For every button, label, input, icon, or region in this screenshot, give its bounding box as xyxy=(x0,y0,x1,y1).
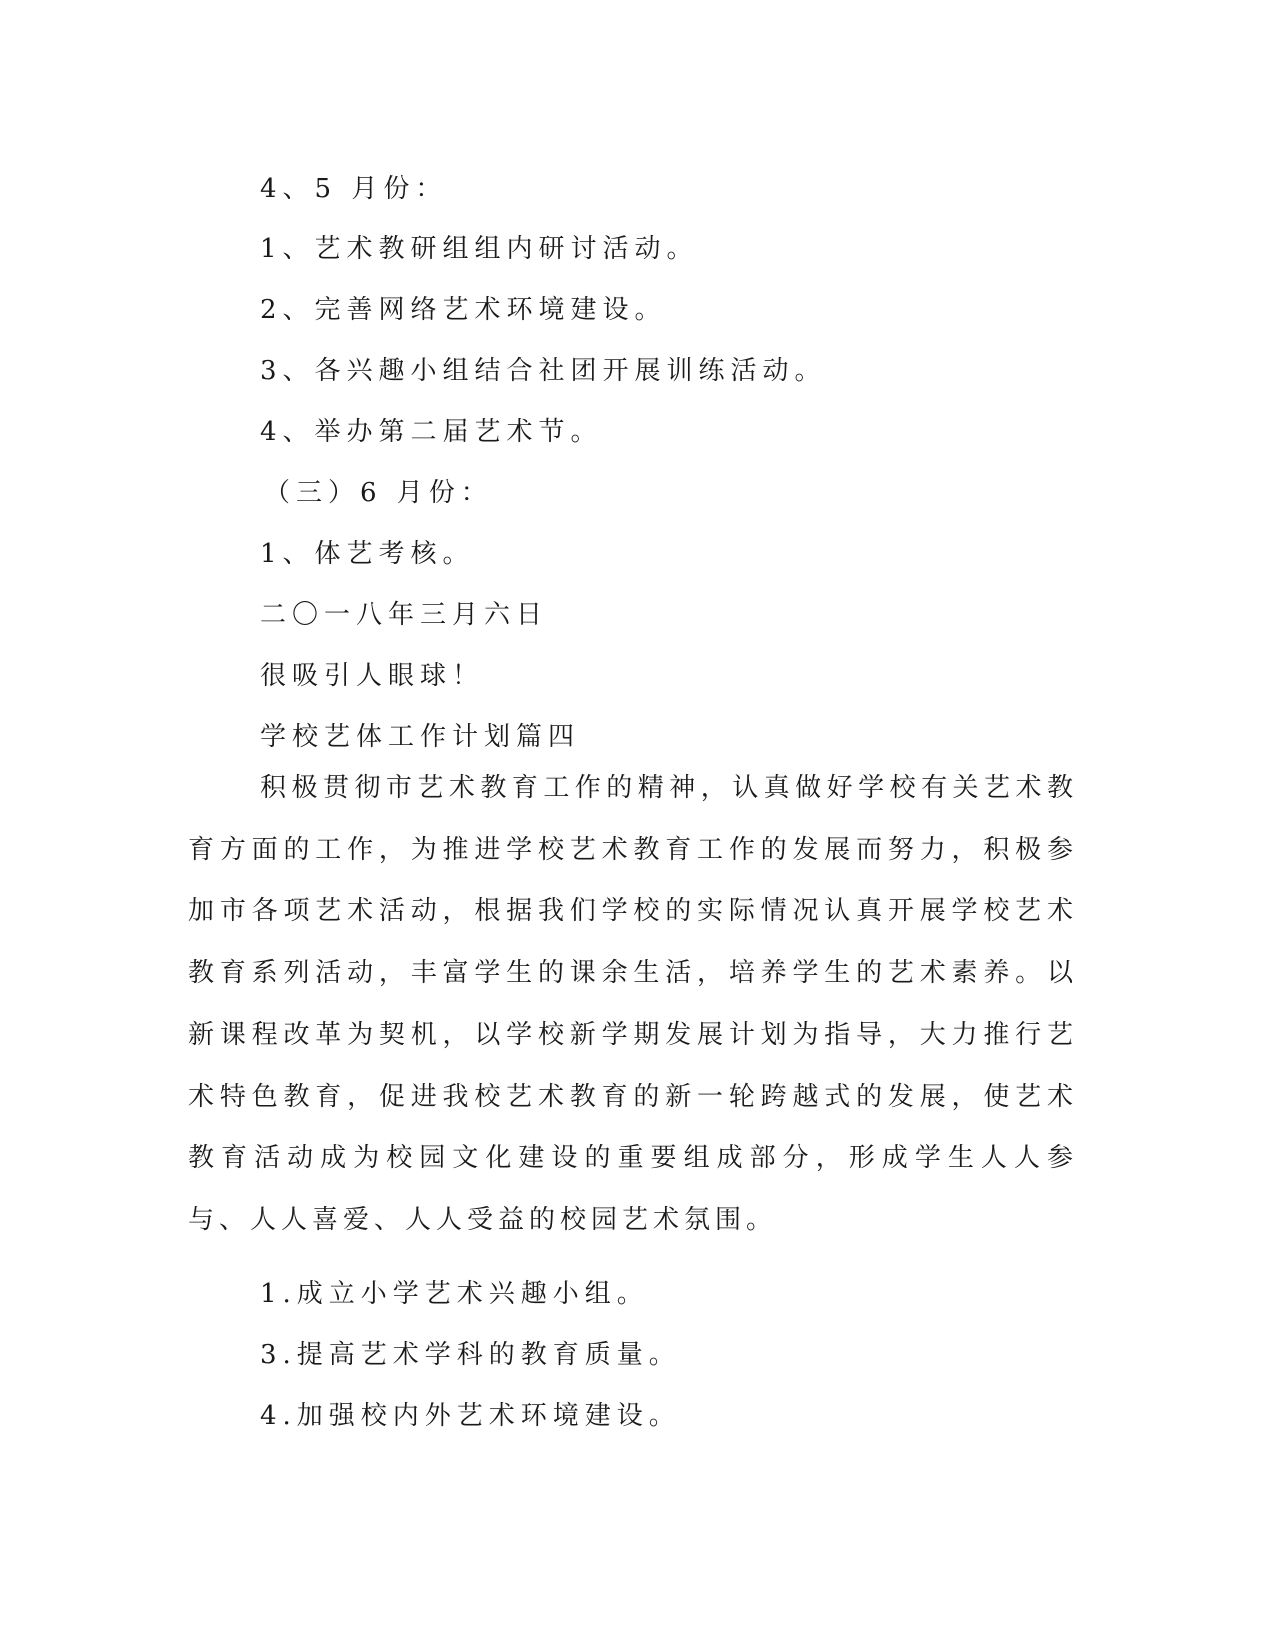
article-title: 学校艺体工作计划篇四 xyxy=(260,722,581,752)
text-line: 2、完善网络艺术环境建设。 xyxy=(260,295,667,325)
section-heading: （三）6 月份： xyxy=(264,478,493,508)
text-line: 4、举办第二届艺术节。 xyxy=(260,417,603,447)
text-line: 1、体艺考核。 xyxy=(260,539,475,569)
text-line: 4.加强校内外艺术环境建设。 xyxy=(260,1401,681,1431)
body-paragraph: 积极贯彻市艺术教育工作的精神，认真做好学校有关艺术教育方面的工作，为推进学校艺术教育工作的发展而努力，积极参加市各项艺术活动，根据我们学校的实际情况认真开展学校艺术教育系列活动，丰富学生的课余生活，培养学生的艺术素养。以新课程改革为契机，以学校新学期发展计划为指导，大力推行艺术特色教育，促进我校艺术教育的新一轮跨越式的发展，使艺术教育活动成为校园文化建设的重要组成部分，形成学生人人参与、人人喜爱、人人受益的校园艺术氛围。 xyxy=(188,773,1078,1235)
text-line: 3、各兴趣小组结合社团开展训练活动。 xyxy=(260,356,827,386)
text-line: 3.提高艺术学科的教育质量。 xyxy=(260,1340,681,1370)
text-line: 很吸引人眼球！ xyxy=(260,661,485,691)
text-line: 1.成立小学艺术兴趣小组。 xyxy=(260,1279,649,1309)
date-line: 二〇一八年三月六日 xyxy=(260,600,549,630)
text-line: 4、5 月份： xyxy=(260,174,448,204)
text-line: 1、艺术教研组组内研讨活动。 xyxy=(260,234,699,264)
